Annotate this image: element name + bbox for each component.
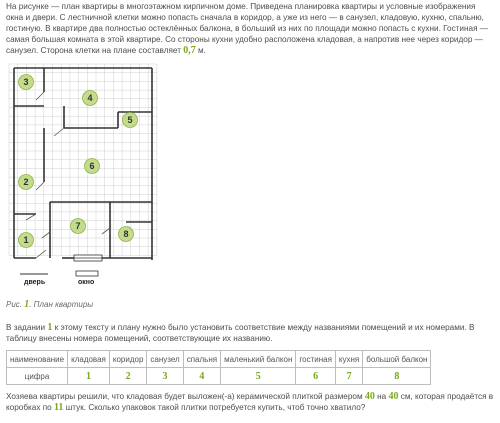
door-legend-label: дверь: [24, 279, 46, 286]
cell-size-value: 0,7: [183, 45, 196, 56]
svg-text:8: 8: [123, 229, 129, 239]
table-value-cell: 8: [363, 368, 431, 385]
question-paragraph: [6, 391, 494, 413]
table-row: [7, 368, 431, 385]
svg-text:5: 5: [127, 115, 133, 125]
caption-number: 1: [24, 299, 30, 310]
table-header-cell: кладовая: [68, 351, 110, 368]
plan-doors: [26, 92, 110, 258]
plan-window: [74, 255, 102, 261]
table-value-cell: 3: [147, 368, 183, 385]
table-value-cell: 4: [183, 368, 220, 385]
svg-text:2: 2: [23, 177, 29, 187]
table-header-cell: большой балкон: [363, 351, 431, 368]
room-marker: [123, 113, 138, 128]
task-paragraph: [6, 322, 494, 344]
intro-text: На рисунке — план квартиры в многоэтажном кирпичном доме. Приведена планировка квартиры и условные изображения окна и двери. С лестничной клетки можно попасть сначала в коридор, а уже из него — в санузел, кладовую, кухню, спальню, гостиную. В квартире два полностью остеклённых балкона, в больший из них по площади можно попасть с кухни. Гостиная — самая большая комната в этой квартире. Со стороны кухни удобно расположена кладовая, а напротив нее через коридор — санузел. Сторона клетки на плане составляет: [6, 2, 488, 55]
figure-caption: [6, 299, 93, 310]
table-header-cell: спальня: [183, 351, 220, 368]
question-text-1: Хозяева квартиры решили, что кладовая будет выложен(-а) керамической плиткой размером: [6, 392, 365, 401]
tile-size-b: 40: [388, 391, 399, 402]
room-marker: [71, 219, 86, 234]
table-value-cell: 7: [335, 368, 362, 385]
table-value-cell: 1: [68, 368, 110, 385]
task-text-1: В задании: [6, 323, 48, 332]
room-marker: [85, 159, 100, 174]
question-text-3: см, которая продаётся в коробках по: [6, 392, 494, 412]
table-header-cell: коридор: [109, 351, 147, 368]
caption-prefix: Рис.: [6, 300, 25, 309]
room-marker: [19, 233, 34, 248]
table-header-cell: санузел: [147, 351, 183, 368]
task-text-2: к этому тексту и плану нужно было установить соответствие между названиями помещений и их номерами. В таблицу внесены номера помещений, соответствующие их названию.: [6, 323, 475, 343]
window-legend-symbol: [76, 271, 98, 276]
window-legend-label: окно: [78, 279, 95, 286]
table-header-row: [7, 351, 431, 368]
question-text-2: на: [374, 392, 389, 401]
table-header-cell: кухня: [335, 351, 362, 368]
plan-markers: [19, 75, 138, 248]
room-marker: [19, 175, 34, 190]
room-marker: [19, 75, 34, 90]
tile-size-a: 40: [364, 391, 375, 402]
caption-suffix: . План квартиры: [29, 300, 94, 309]
task-number: 1: [47, 322, 53, 333]
intro-paragraph: [6, 1, 494, 56]
room-marker: [119, 227, 134, 242]
box-count: 11: [53, 402, 64, 413]
table-value-cell: 5: [221, 368, 296, 385]
question-text-4: штук. Сколько упаковок такой плитки потребуется купить, чтоб точно хватило?: [63, 403, 366, 412]
apartment-plan: [6, 62, 166, 290]
table-header-cell: маленький балкон: [221, 351, 296, 368]
svg-text:4: 4: [87, 93, 93, 103]
table-header-cell: наименование: [7, 351, 68, 368]
table-value-cell: 6: [296, 368, 336, 385]
table-value-cell: 2: [109, 368, 147, 385]
table-header-cell: гостиная: [296, 351, 336, 368]
room-marker: [83, 91, 98, 106]
cell-size-unit: м.: [195, 46, 206, 55]
svg-text:7: 7: [75, 221, 81, 231]
rooms-table: [6, 350, 431, 385]
table-row-label: цифра: [7, 368, 68, 385]
svg-text:3: 3: [23, 77, 29, 87]
svg-text:6: 6: [89, 161, 95, 171]
svg-text:1: 1: [23, 235, 29, 245]
